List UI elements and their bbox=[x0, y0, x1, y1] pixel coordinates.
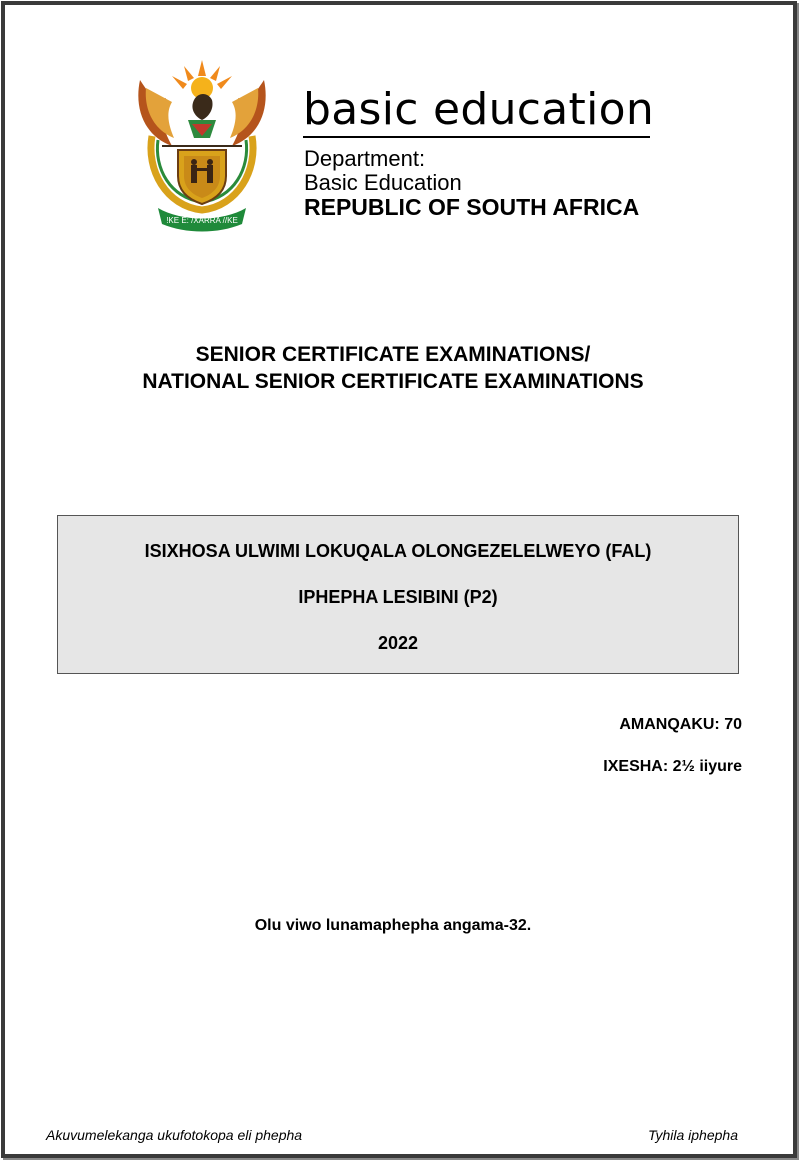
department-name: Basic Education bbox=[304, 170, 462, 195]
copyright-notice: Akuvumelekanga ukufotokopa eli phepha bbox=[46, 1127, 303, 1143]
department-label: Department: bbox=[304, 146, 426, 171]
turn-over-note: Tyhila iphepha bbox=[647, 1127, 738, 1143]
country-name: REPUBLIC OF SOUTH AFRICA bbox=[304, 194, 640, 220]
exam-title-line-2: NATIONAL SENIOR CERTIFICATE EXAMINATIONS bbox=[142, 370, 644, 393]
crest-motto: !KE E: /XARRA //KE bbox=[166, 216, 238, 225]
subject-name: ISIXHOSA ULWIMI LOKUQALA OLONGEZELELWEYO (FAL) bbox=[144, 541, 652, 561]
coat-of-arms-icon bbox=[132, 58, 272, 233]
brand-title: basic education bbox=[303, 84, 655, 135]
brand-divider bbox=[303, 136, 650, 138]
exam-year: 2022 bbox=[377, 633, 419, 653]
paper-number: IPHEPHA LESIBINI (P2) bbox=[298, 587, 498, 607]
total-marks: AMANQAKU: 70 bbox=[619, 716, 742, 733]
subject-box bbox=[57, 515, 739, 674]
exam-duration: IXESHA: 2½ iiyure bbox=[603, 758, 742, 775]
exam-title-line-1: SENIOR CERTIFICATE EXAMINATIONS/ bbox=[195, 343, 591, 366]
page-count-note: Olu viwo lunamaphepha angama-32. bbox=[254, 917, 532, 934]
